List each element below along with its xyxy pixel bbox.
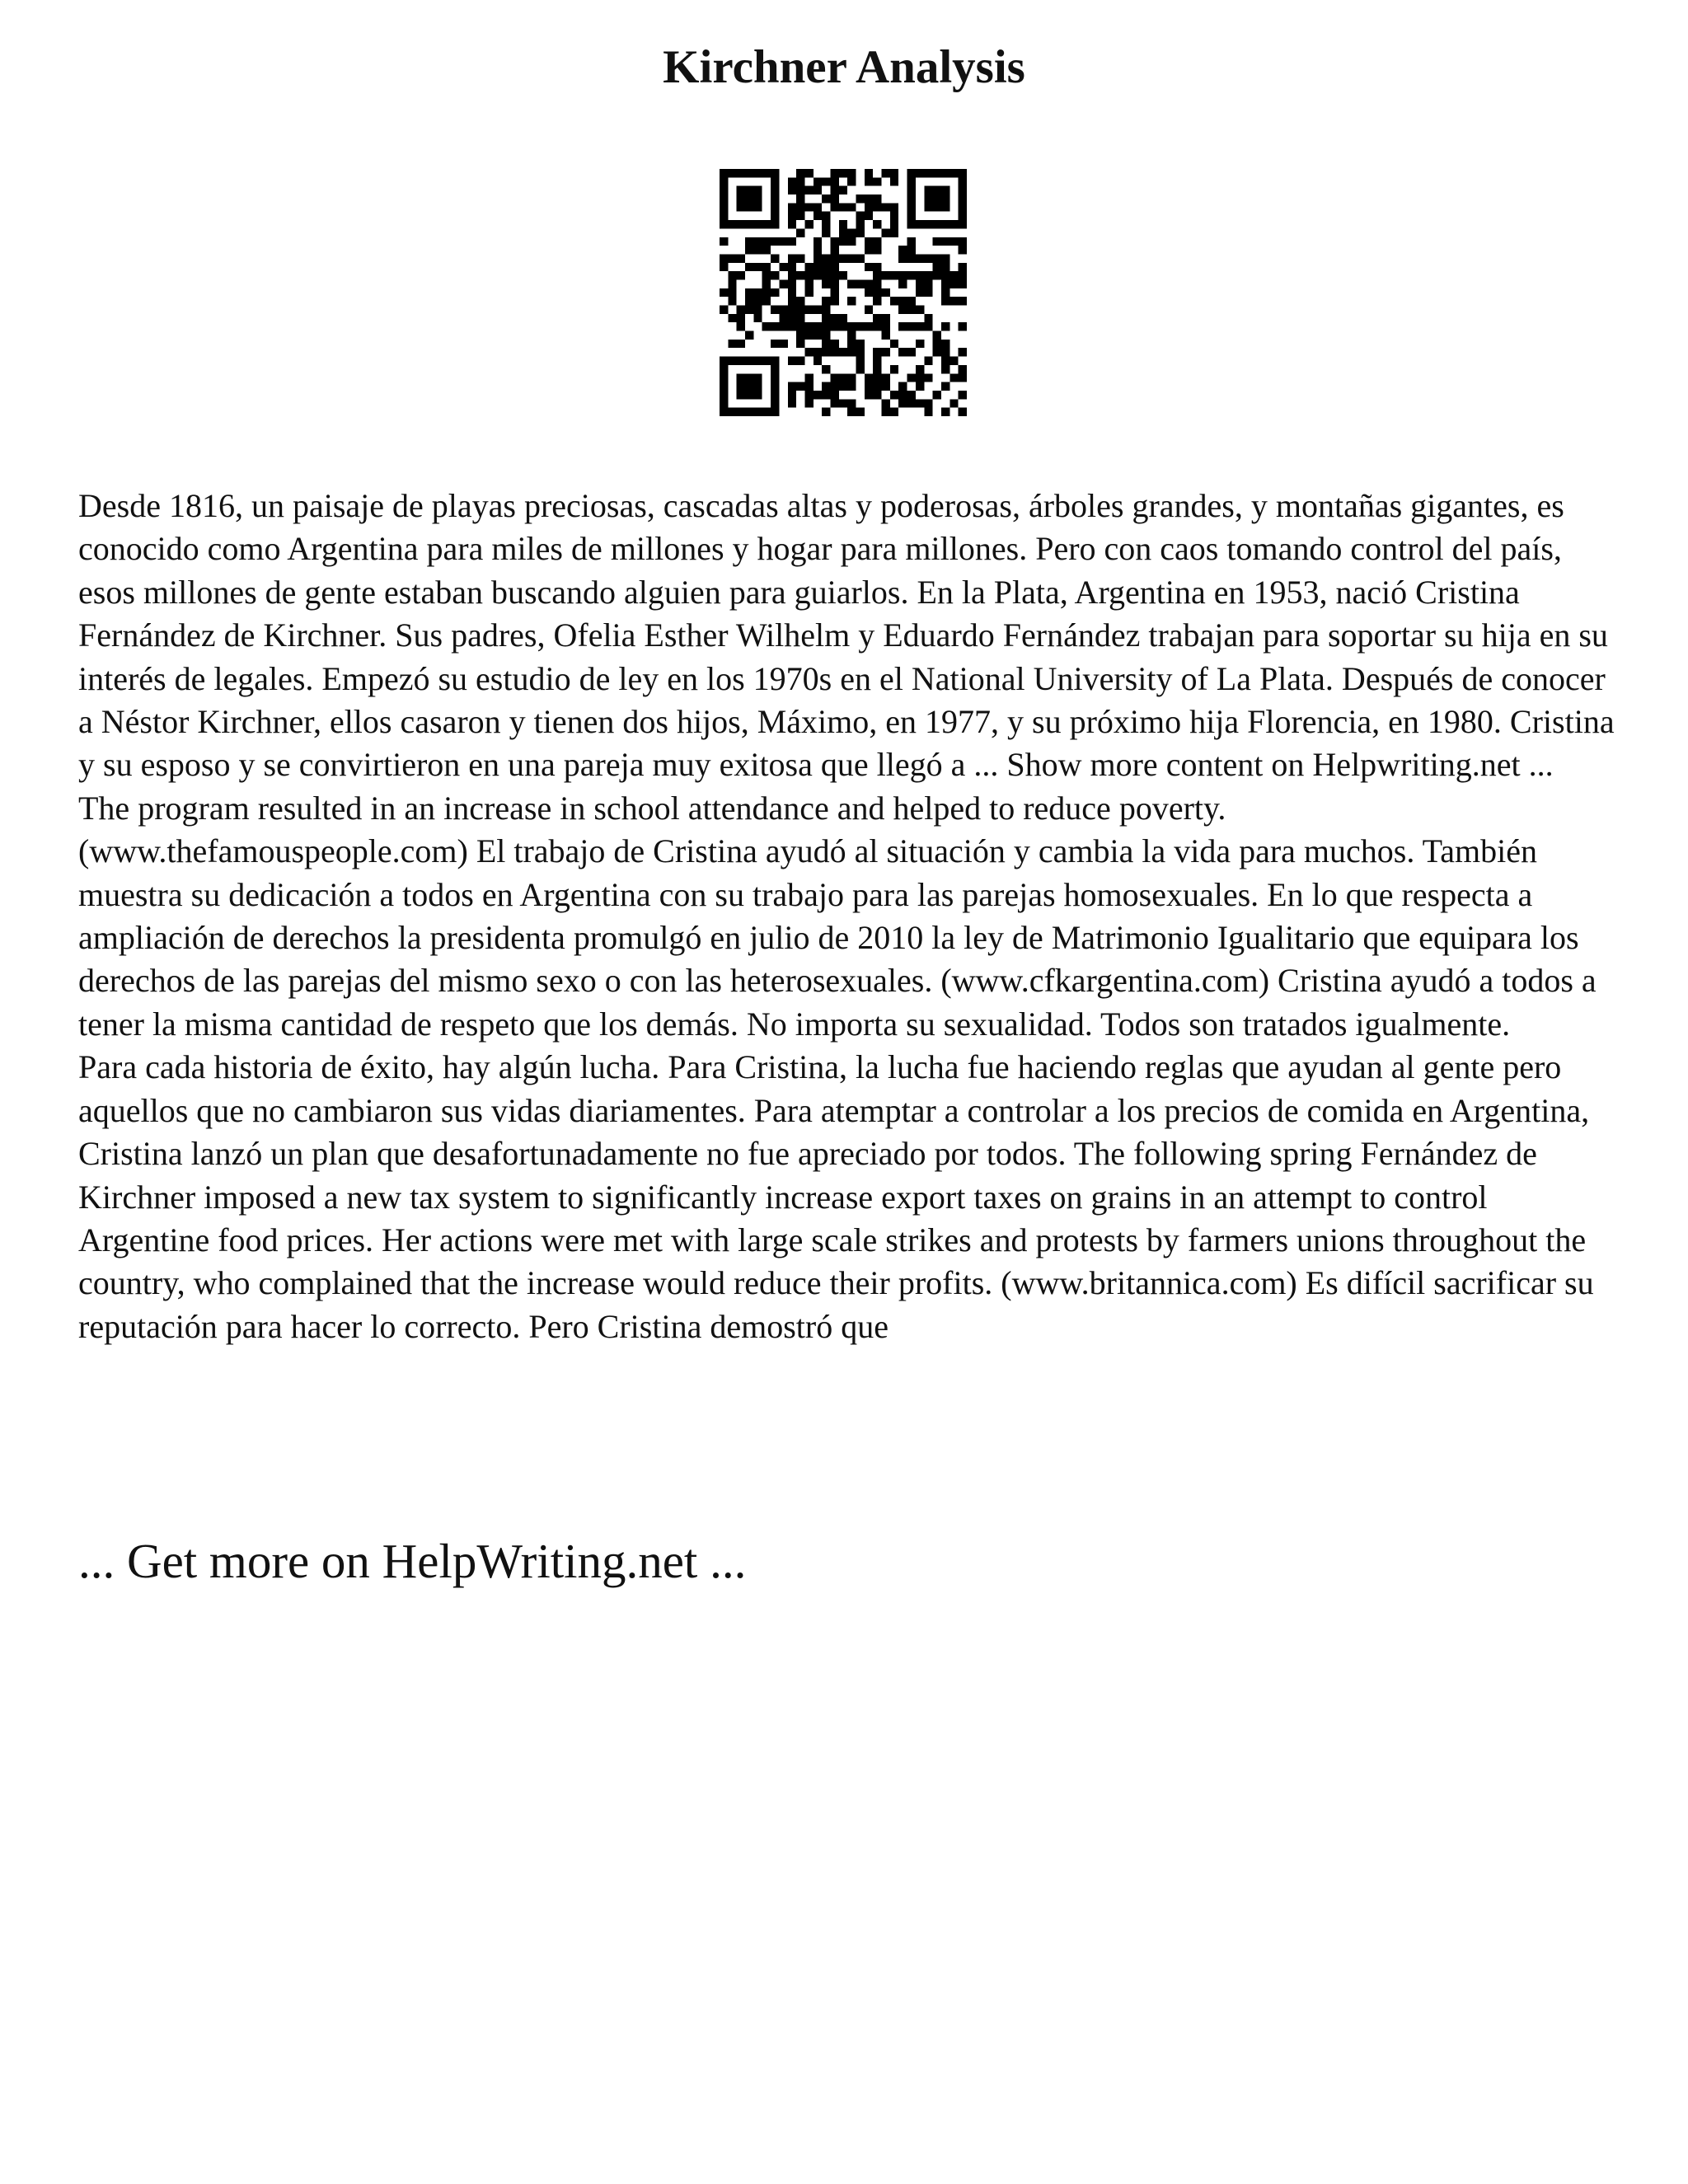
article-body — [78, 485, 1618, 1348]
paragraph-1: Desde 1816, un paisaje de playas preciosas, cascadas altas y poderosas, árboles grandes, y montañas gigantes, es conocido como Argentina para miles de millones y hogar para millones. Pero con caos tomando control del país, esos millones de gente estaban buscando alguien para guiarlos. En la Plata, Argentina en 1953, nació Cristina Fernández de Kirchner. Sus padres, Ofelia Esther Wilhelm y Eduardo Fernández trabajan para soportar su hija en su interés de legales. Empezó su estudio de ley en los 1970s en el National University of La Plata. Después de conocer a Néstor Kirchner, ellos casaron y tienen dos hijos, Máximo, en 1977, y su próximo hija Florencia, en 1980. Cristina y su esposo y se convirtieron en una pareja muy exitosa que llegó a ... Show more content on Helpwriting.net ... — [78, 487, 1615, 784]
paragraph-3: Para cada historia de éxito, hay algún lucha. Para Cristina, la lucha fue haciendo reglas que ayudan al gente pero aquellos que no cambiaron sus vidas diariamentes. Para atemptar a controlar a los precios de comida en Argentina, Cristina lanzó un plan que desafortunadamente no fue apreciado por todos. The following spring Fernández de Kirchner imposed a new tax system to significantly increase export taxes on grains in an attempt to control Argentine food prices. Her actions were met with large scale strikes and protests by farmers unions throughout the country, who complained that the increase would reduce their profits. (www.britannica.com) Es difícil sacrificar su reputación para hacer lo correcto. Pero Cristina demostró que — [78, 1048, 1594, 1345]
get-more-link[interactable]: ... Get more on HelpWriting.net ... — [78, 1534, 747, 1588]
paragraph-2: The program resulted in an increase in school attendance and helped to reduce poverty. (www.thefamouspeople.com) El trabajo de Cristina ayudó al situación y cambia la vida para muchos. También muestra su dedicación a todos en Argentina con su trabajo para las parejas homosexuales. En lo que respecta a ampliación de derechos la presidenta promulgó en julio de 2010 la ley de Matrimonio Igualitario que equipara los derechos de las parejas del mismo sexo o con las heterosexuales. (www.cfkargentina.com) Cristina ayudó a todos a tener la misma cantidad de respeto que los demás. No importa su sexualidad. Todos son tratados igualmente. — [78, 789, 1597, 1043]
qr-code-icon — [720, 169, 967, 416]
document-title: Kirchner Analysis — [663, 41, 1025, 93]
